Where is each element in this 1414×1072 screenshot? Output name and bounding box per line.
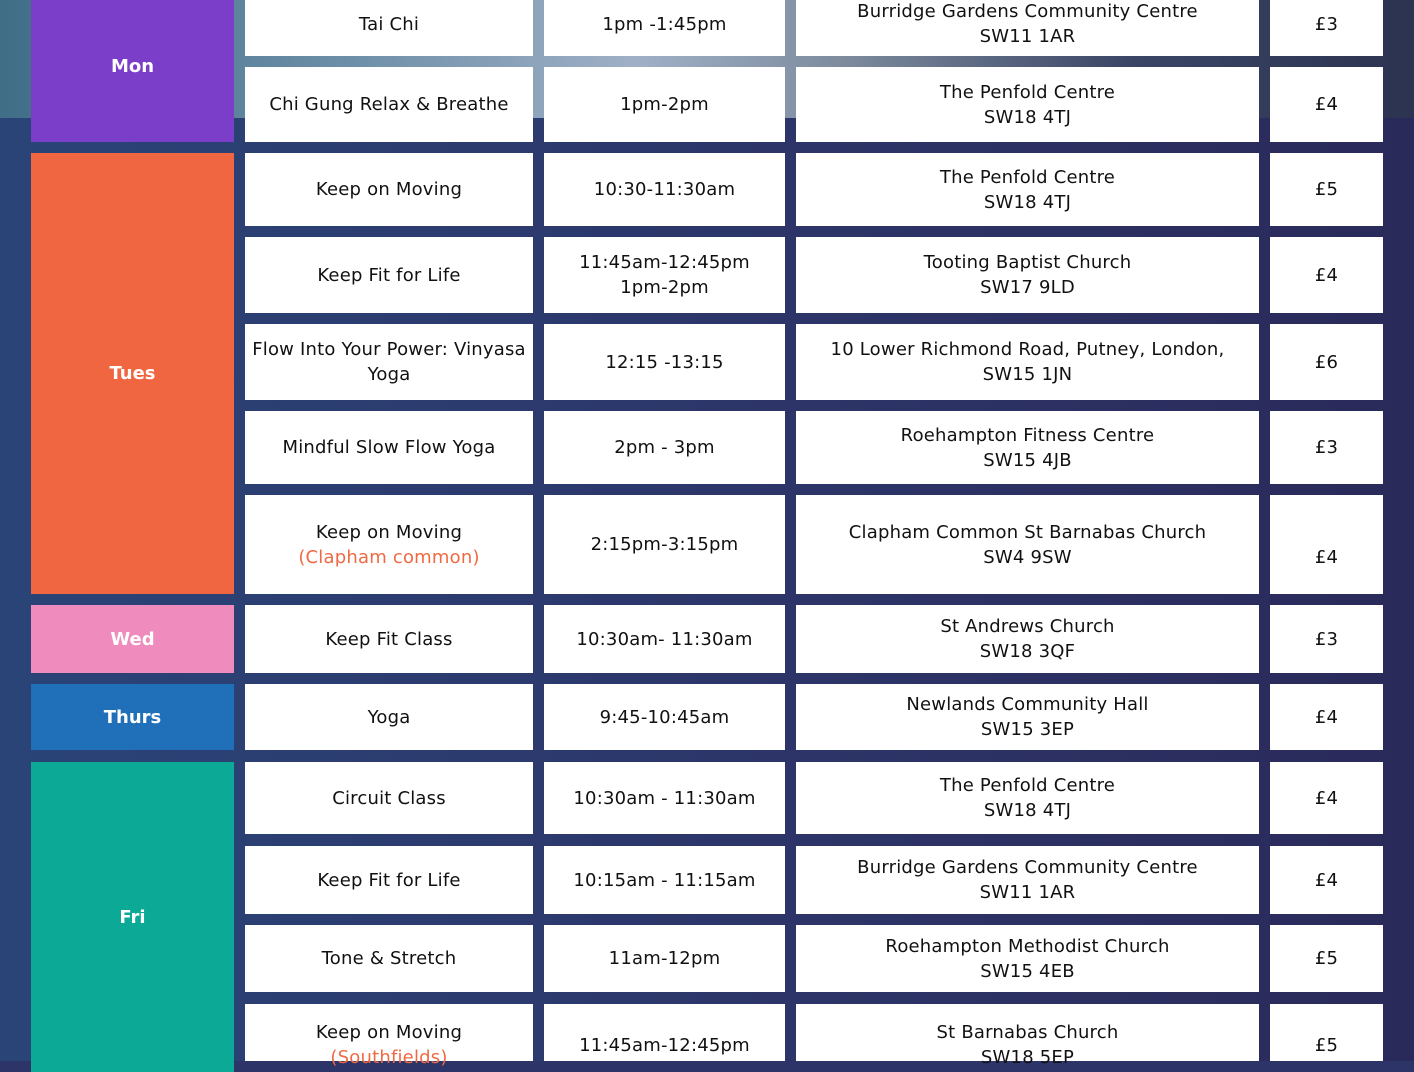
venue-postcode: SW18 4TJ xyxy=(983,106,1072,128)
class-price xyxy=(1270,925,1383,992)
venue-postcode: SW11 1AR xyxy=(979,882,1076,903)
class-price-text: £5 xyxy=(1314,1035,1339,1056)
class-name xyxy=(245,605,533,673)
class-name-text: Chi Gung Relax & Breathe xyxy=(269,94,509,115)
class-name xyxy=(245,495,533,594)
day-label-mon: Mon xyxy=(31,0,234,142)
class-name-text: Flow Into Your Power: Vinyasa Yoga xyxy=(252,339,526,385)
day-label-wed: Wed xyxy=(31,605,234,673)
day-label-fri: Fri xyxy=(31,762,234,1072)
class-time-text: 10:15am - 11:15am xyxy=(573,869,756,891)
class-venue xyxy=(796,153,1259,226)
class-name xyxy=(245,411,533,484)
class-time-text: 12:15 -13:15 xyxy=(605,351,724,373)
class-venue xyxy=(796,762,1259,834)
class-name xyxy=(245,237,533,313)
class-price-text: £6 xyxy=(1314,351,1339,373)
class-name xyxy=(245,846,533,914)
class-venue xyxy=(796,0,1259,56)
venue-name: Burridge Gardens Community Centre xyxy=(857,1,1198,22)
class-venue xyxy=(796,925,1259,992)
venue-name: 10 Lower Richmond Road, Putney, London, SW15 1JN xyxy=(830,339,1225,385)
class-time-text: 10:30am- 11:30am xyxy=(576,628,753,650)
venue-postcode: SW18 4TJ xyxy=(983,191,1072,213)
class-name-text: Keep Fit Class xyxy=(325,628,453,650)
class-price-text: £4 xyxy=(1314,94,1339,115)
venue-postcode: SW4 9SW xyxy=(983,546,1072,568)
class-time xyxy=(544,324,785,400)
class-time-text: 10:30-11:30am xyxy=(593,179,736,200)
class-time-text: 9:45-10:45am xyxy=(599,706,730,728)
venue-name: Roehampton Methodist Church xyxy=(885,935,1170,957)
class-time xyxy=(544,0,785,56)
venue-name: Burridge Gardens Community Centre xyxy=(857,857,1198,878)
class-time-text: 2:15pm-3:15pm xyxy=(590,534,739,555)
class-time xyxy=(544,762,785,834)
class-price xyxy=(1270,237,1383,313)
class-time-text: 2pm - 3pm xyxy=(614,437,715,458)
class-venue xyxy=(796,411,1259,484)
venue-name: Roehampton Fitness Centre xyxy=(900,424,1155,446)
class-name-text: Tone & Stretch xyxy=(321,948,457,969)
class-time xyxy=(544,925,785,992)
class-name-text: Yoga xyxy=(367,706,411,728)
day-label-thurs: Thurs xyxy=(31,684,234,750)
class-price xyxy=(1270,605,1383,673)
venue-postcode: SW18 4TJ xyxy=(983,800,1072,821)
class-time-text-2: 1pm-2pm xyxy=(620,277,709,298)
class-price xyxy=(1270,684,1383,750)
class-venue xyxy=(796,237,1259,313)
venue-postcode: SW17 9LD xyxy=(980,277,1075,298)
class-price-text: £5 xyxy=(1314,179,1339,200)
class-location-note: (Southfields) xyxy=(330,1047,448,1068)
venue-postcode: SW18 3QF xyxy=(979,641,1076,662)
class-name-text: Keep on Moving xyxy=(315,179,463,200)
venue-postcode: SW15 4JB xyxy=(983,449,1072,471)
class-time-text: 11:45am-12:45pm xyxy=(579,1035,750,1056)
class-venue xyxy=(796,684,1259,750)
venue-name: The Penfold Centre xyxy=(939,166,1116,188)
class-name xyxy=(245,153,533,226)
class-name-text: Keep Fit for Life xyxy=(317,264,461,286)
class-name xyxy=(245,684,533,750)
class-price-text: £4 xyxy=(1314,264,1339,286)
class-venue xyxy=(796,846,1259,914)
class-name-text: Circuit Class xyxy=(332,787,446,809)
class-time xyxy=(544,153,785,226)
venue-name: The Penfold Centre xyxy=(939,81,1116,103)
class-name xyxy=(245,762,533,834)
class-time xyxy=(544,684,785,750)
class-price xyxy=(1270,0,1383,56)
class-price-text: £4 xyxy=(1314,787,1339,809)
class-name xyxy=(245,324,533,400)
class-price-text: £3 xyxy=(1314,628,1339,650)
class-name-text: Keep on Moving xyxy=(315,1022,463,1043)
class-price xyxy=(1270,411,1383,484)
class-price xyxy=(1270,153,1383,226)
class-venue xyxy=(796,1004,1259,1068)
class-price-text: £4 xyxy=(1314,869,1339,891)
venue-postcode: SW15 3EP xyxy=(980,719,1075,740)
class-name-text: Mindful Slow Flow Yoga xyxy=(282,437,496,458)
class-location-note: (Clapham common) xyxy=(298,546,480,568)
class-time-text: 11am-12pm xyxy=(608,948,721,969)
class-price-text: £4 xyxy=(1314,706,1339,728)
class-time xyxy=(544,67,785,142)
class-price xyxy=(1270,67,1383,142)
class-price xyxy=(1270,762,1383,834)
class-time xyxy=(544,237,785,313)
venue-postcode: SW18 5EP xyxy=(980,1047,1075,1068)
venue-name: Newlands Community Hall xyxy=(906,694,1149,715)
class-name xyxy=(245,1004,533,1068)
class-venue xyxy=(796,605,1259,673)
class-time-text: 1pm -1:45pm xyxy=(602,13,727,35)
class-time-text: 11:45am-12:45pm xyxy=(579,252,750,273)
class-name xyxy=(245,0,533,56)
class-name-text: Tai Chi xyxy=(358,13,420,35)
class-price xyxy=(1270,495,1383,594)
day-label-tues: Tues xyxy=(31,153,234,594)
venue-name: Tooting Baptist Church xyxy=(923,252,1132,273)
venue-name: St Barnabas Church xyxy=(936,1022,1119,1043)
class-price-text: £3 xyxy=(1314,13,1339,35)
class-time xyxy=(544,411,785,484)
venue-name: Clapham Common St Barnabas Church xyxy=(848,521,1207,543)
class-name-text: Keep Fit for Life xyxy=(317,869,461,891)
class-price-text: £3 xyxy=(1314,437,1339,458)
class-venue xyxy=(796,324,1259,400)
class-price xyxy=(1270,846,1383,914)
venue-name: St Andrews Church xyxy=(940,616,1115,637)
venue-postcode: SW15 4EB xyxy=(980,960,1075,982)
class-time-text: 1pm-2pm xyxy=(620,94,709,115)
venue-name: The Penfold Centre xyxy=(939,775,1116,796)
class-name xyxy=(245,925,533,992)
venue-postcode: SW11 1AR xyxy=(979,26,1076,47)
class-price xyxy=(1270,324,1383,400)
class-time-text: 10:30am - 11:30am xyxy=(573,787,756,809)
class-name xyxy=(245,67,533,142)
class-time xyxy=(544,605,785,673)
class-time xyxy=(544,846,785,914)
class-venue xyxy=(796,495,1259,594)
class-time xyxy=(544,495,785,594)
class-price xyxy=(1270,1004,1383,1061)
class-price-text: £4 xyxy=(1314,546,1339,568)
class-time xyxy=(544,1004,785,1061)
class-venue xyxy=(796,67,1259,142)
class-price-text: £5 xyxy=(1314,948,1339,969)
class-name-text: Keep on Moving xyxy=(315,521,463,543)
